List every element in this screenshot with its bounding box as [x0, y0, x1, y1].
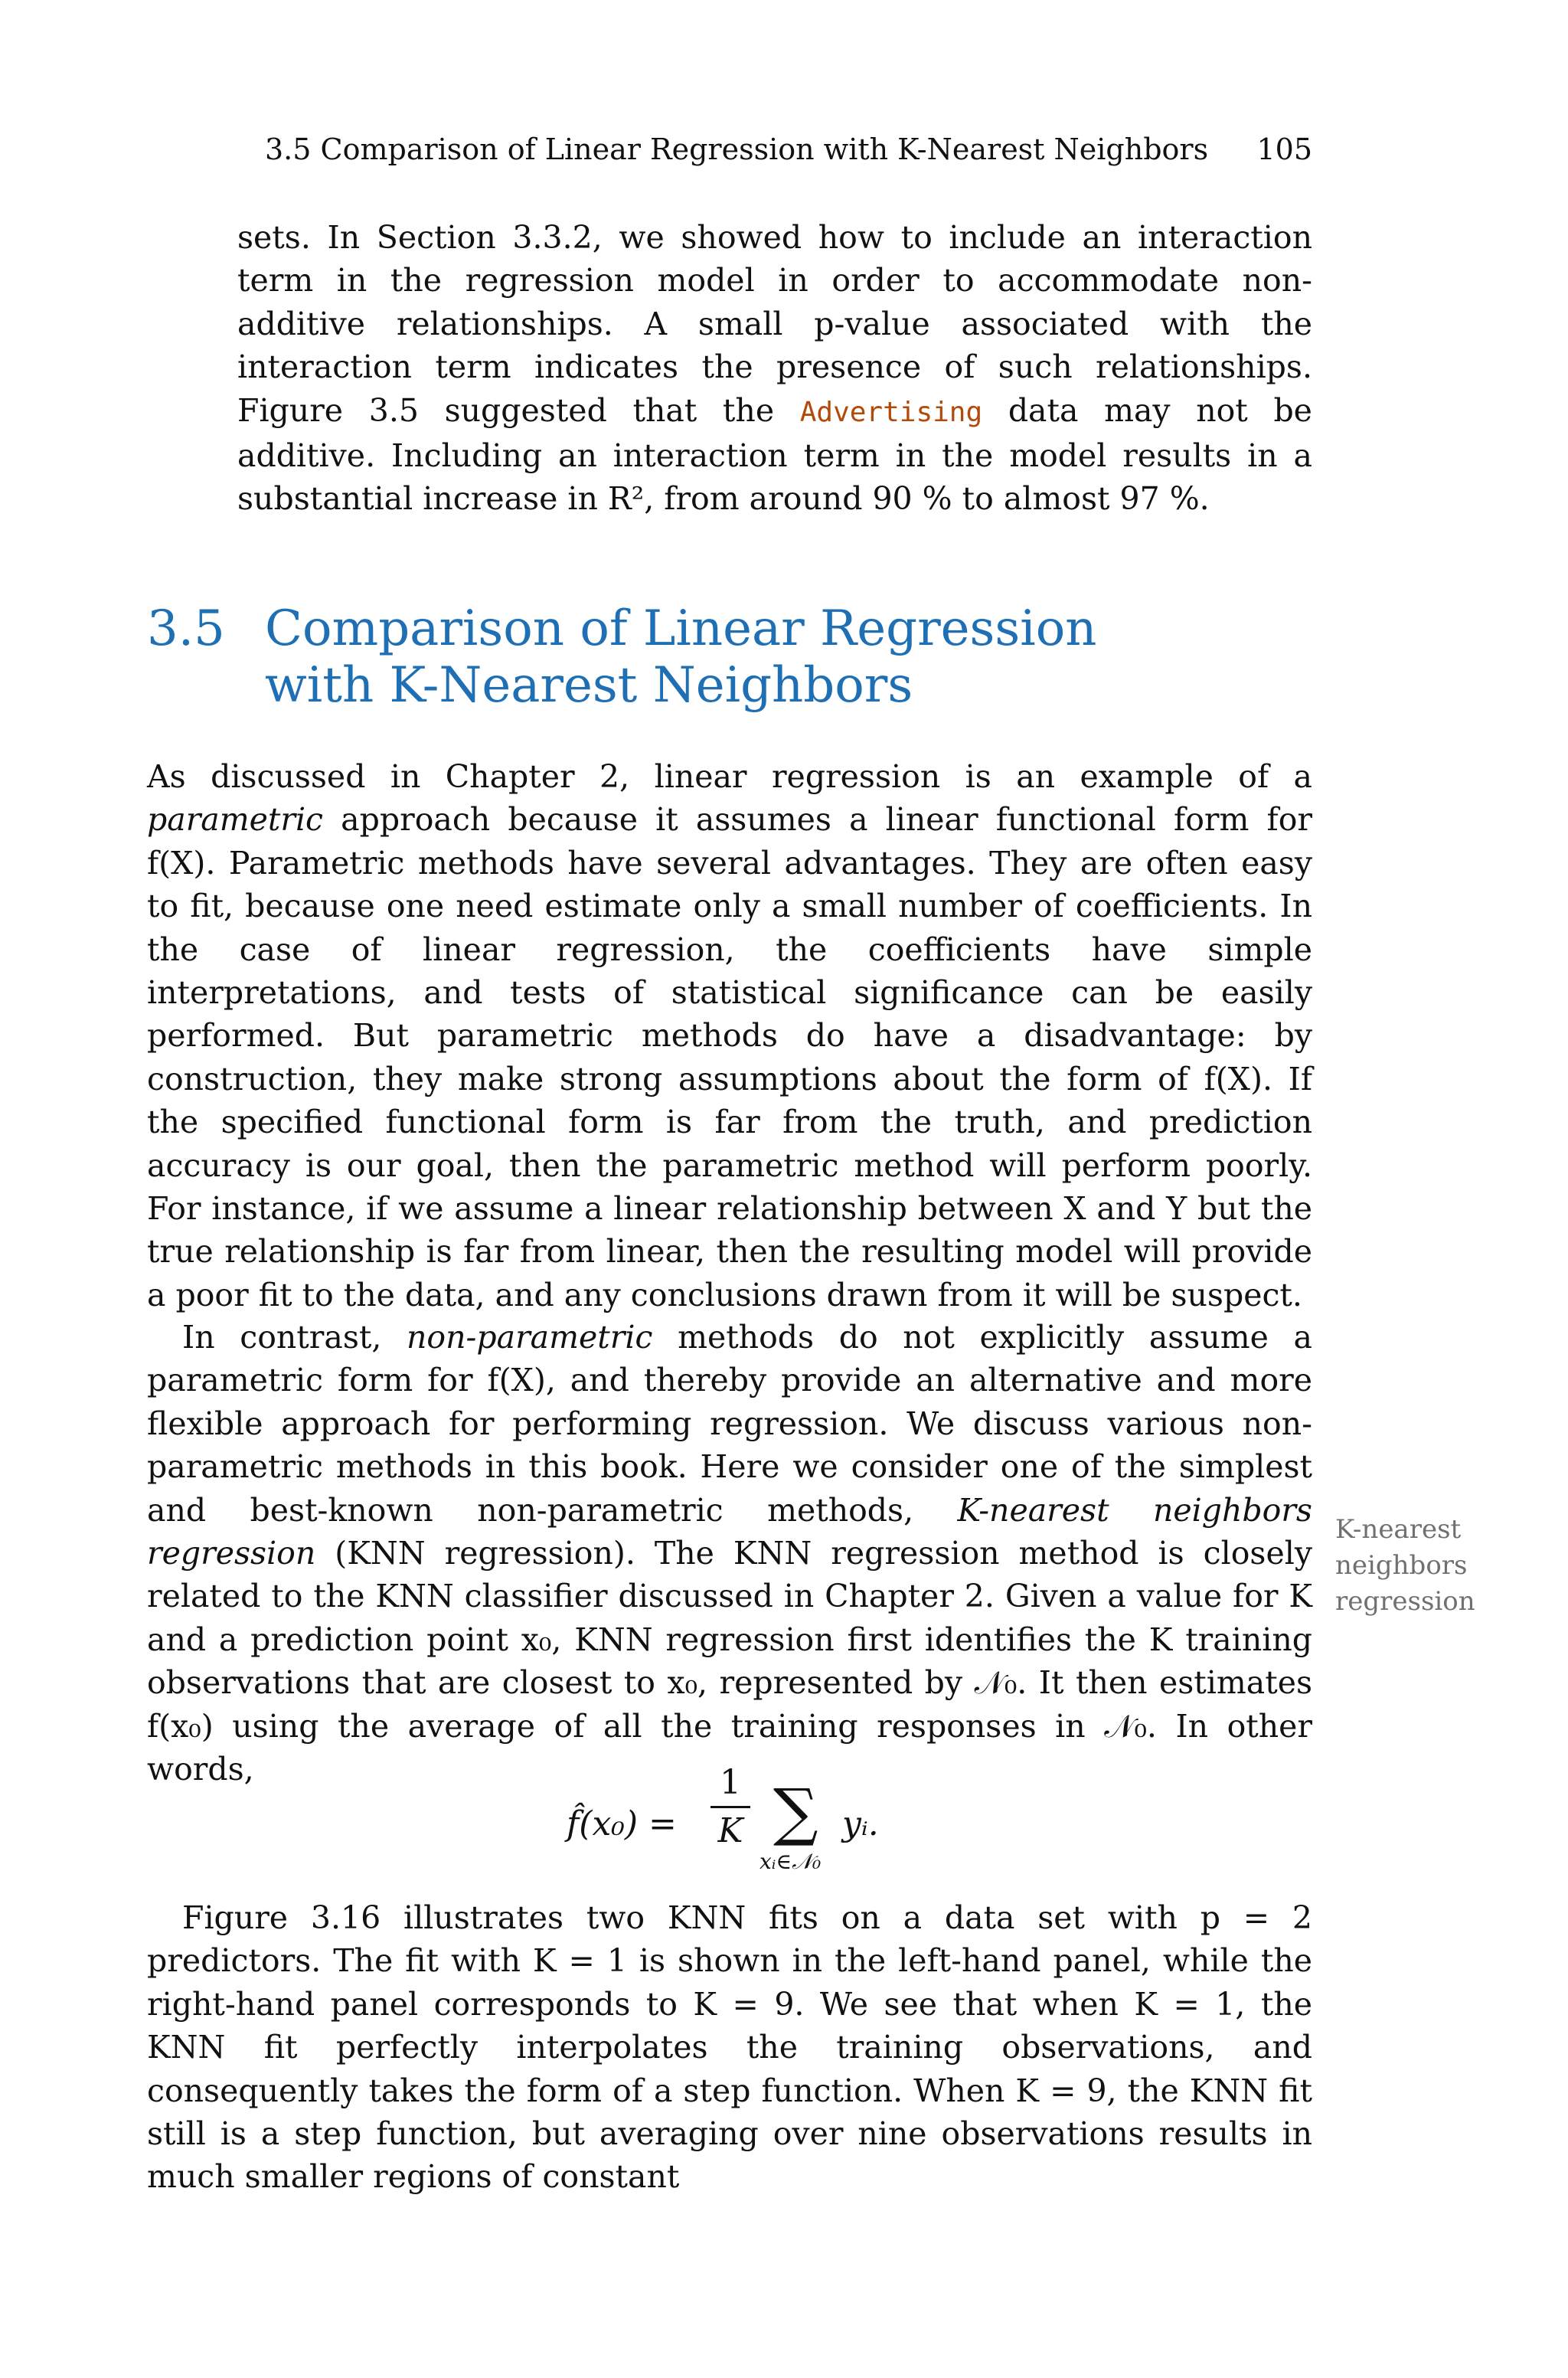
knn-equation: [567, 1761, 949, 1876]
para2-emphasis-knn-regression: K-nearest neighbors regression: [147, 1491, 1312, 1572]
equation-numerator: 1: [720, 1763, 741, 1802]
para2-text-b: methods do not explicitly assume a parametric form for f(X), and thereby provide an alternative and more flexible approach for performing regression. We discuss various non-parametric methods in this book. Here we consider one of the simplest and best-known non-parametric methods,: [147, 1319, 1312, 1529]
paragraph-figure-3-16: [147, 1896, 1312, 2199]
advertising-code: Advertising: [799, 396, 983, 428]
section-title: Comparison of Linear Regression with K-Nearest Neighbors: [265, 600, 1097, 714]
para3-text: Figure 3.16 illustrates two KNN fits on a data set with p = 2 predictors. The fit with K = 1 is shown in the left-hand panel, while the right-hand panel corresponds to K = 9. We see that when K = 1, the KNN fit perfectly interpolates the training observations, and consequently takes the form of a step function. When K = 9, the KNN fit still is a step function, but averaging over nine observations results in much smaller regions of constant: [147, 1899, 1312, 2196]
summation-subscript: xᵢ∈𝒩₀: [760, 1849, 822, 1874]
equation-lhs: f̂(x₀) =: [567, 1804, 677, 1843]
margin-note-knn: K-nearest neighbors regression: [1335, 1514, 1475, 1617]
intro-paragraph: [237, 216, 1312, 521]
intro-text-before-code: sets. In Section 3.3.2, we showed how to include an interaction term in the regression model in order to accommodate non-additive relationships. A small p-value associated with the interaction term indicates the presence of such relationships. Figure 3.5 suggested that the: [237, 219, 1312, 429]
para1-emphasis-parametric: parametric: [147, 801, 324, 839]
equation-fraction: [710, 1761, 750, 1853]
para1-text-b: approach because it assumes a linear functional form for f(X). Parametric methods have several advantages. They are often easy to fit, because one need estimate only a small number of coefficients. In the case of linear regression, the coefficients have simple interpretations, and tests of statistical significance can be easily performed. But parametric methods do have a disadvantage: by construction, they make strong assumptions about the form of f(X). If the specified functional form is far from the truth, and prediction accuracy is our goal, then the parametric method will perform poorly. For instance, if we assume a linear relationship between X and Y but the true relationship is far from linear, then the resulting model will provide a poor fit to the data, and any conclusions drawn from it will be suspect.: [147, 801, 1312, 1313]
paragraph-nonparametric: [147, 1316, 1312, 1791]
equation-denominator: K: [717, 1811, 743, 1850]
para2-emphasis-nonparametric: non-parametric: [407, 1319, 653, 1356]
fraction-bar: [710, 1806, 750, 1808]
summation-symbol: ∑: [773, 1776, 818, 1849]
para1-text-a: As discussed in Chapter 2, linear regression is an example of a: [147, 758, 1312, 795]
para2-text-c: (KNN regression). The KNN regression method is closely related to the KNN classifier discussed in Chapter 2. Given a value for K and a prediction point x₀, KNN regression first identifies the K training observations that are closest to x₀, represented by 𝒩₀. It then estimates f(x₀) using the average of all the training responses in 𝒩₀. In other words,: [147, 1535, 1312, 1788]
paragraph-parametric: [147, 755, 1312, 1317]
page-number: 105: [1256, 132, 1312, 166]
running-head-title: 3.5 Comparison of Linear Regression with K-Nearest Neighbors: [265, 132, 1209, 166]
section-number: 3.5: [147, 600, 225, 657]
para2-text-a: In contrast,: [182, 1319, 382, 1356]
intro-text-after-code: data may not be additive. Including an interaction term in the model results in a substantial increase in R², from around 90 % to almost 97 %.: [237, 391, 1312, 518]
equation-rhs: yᵢ.: [842, 1804, 879, 1843]
